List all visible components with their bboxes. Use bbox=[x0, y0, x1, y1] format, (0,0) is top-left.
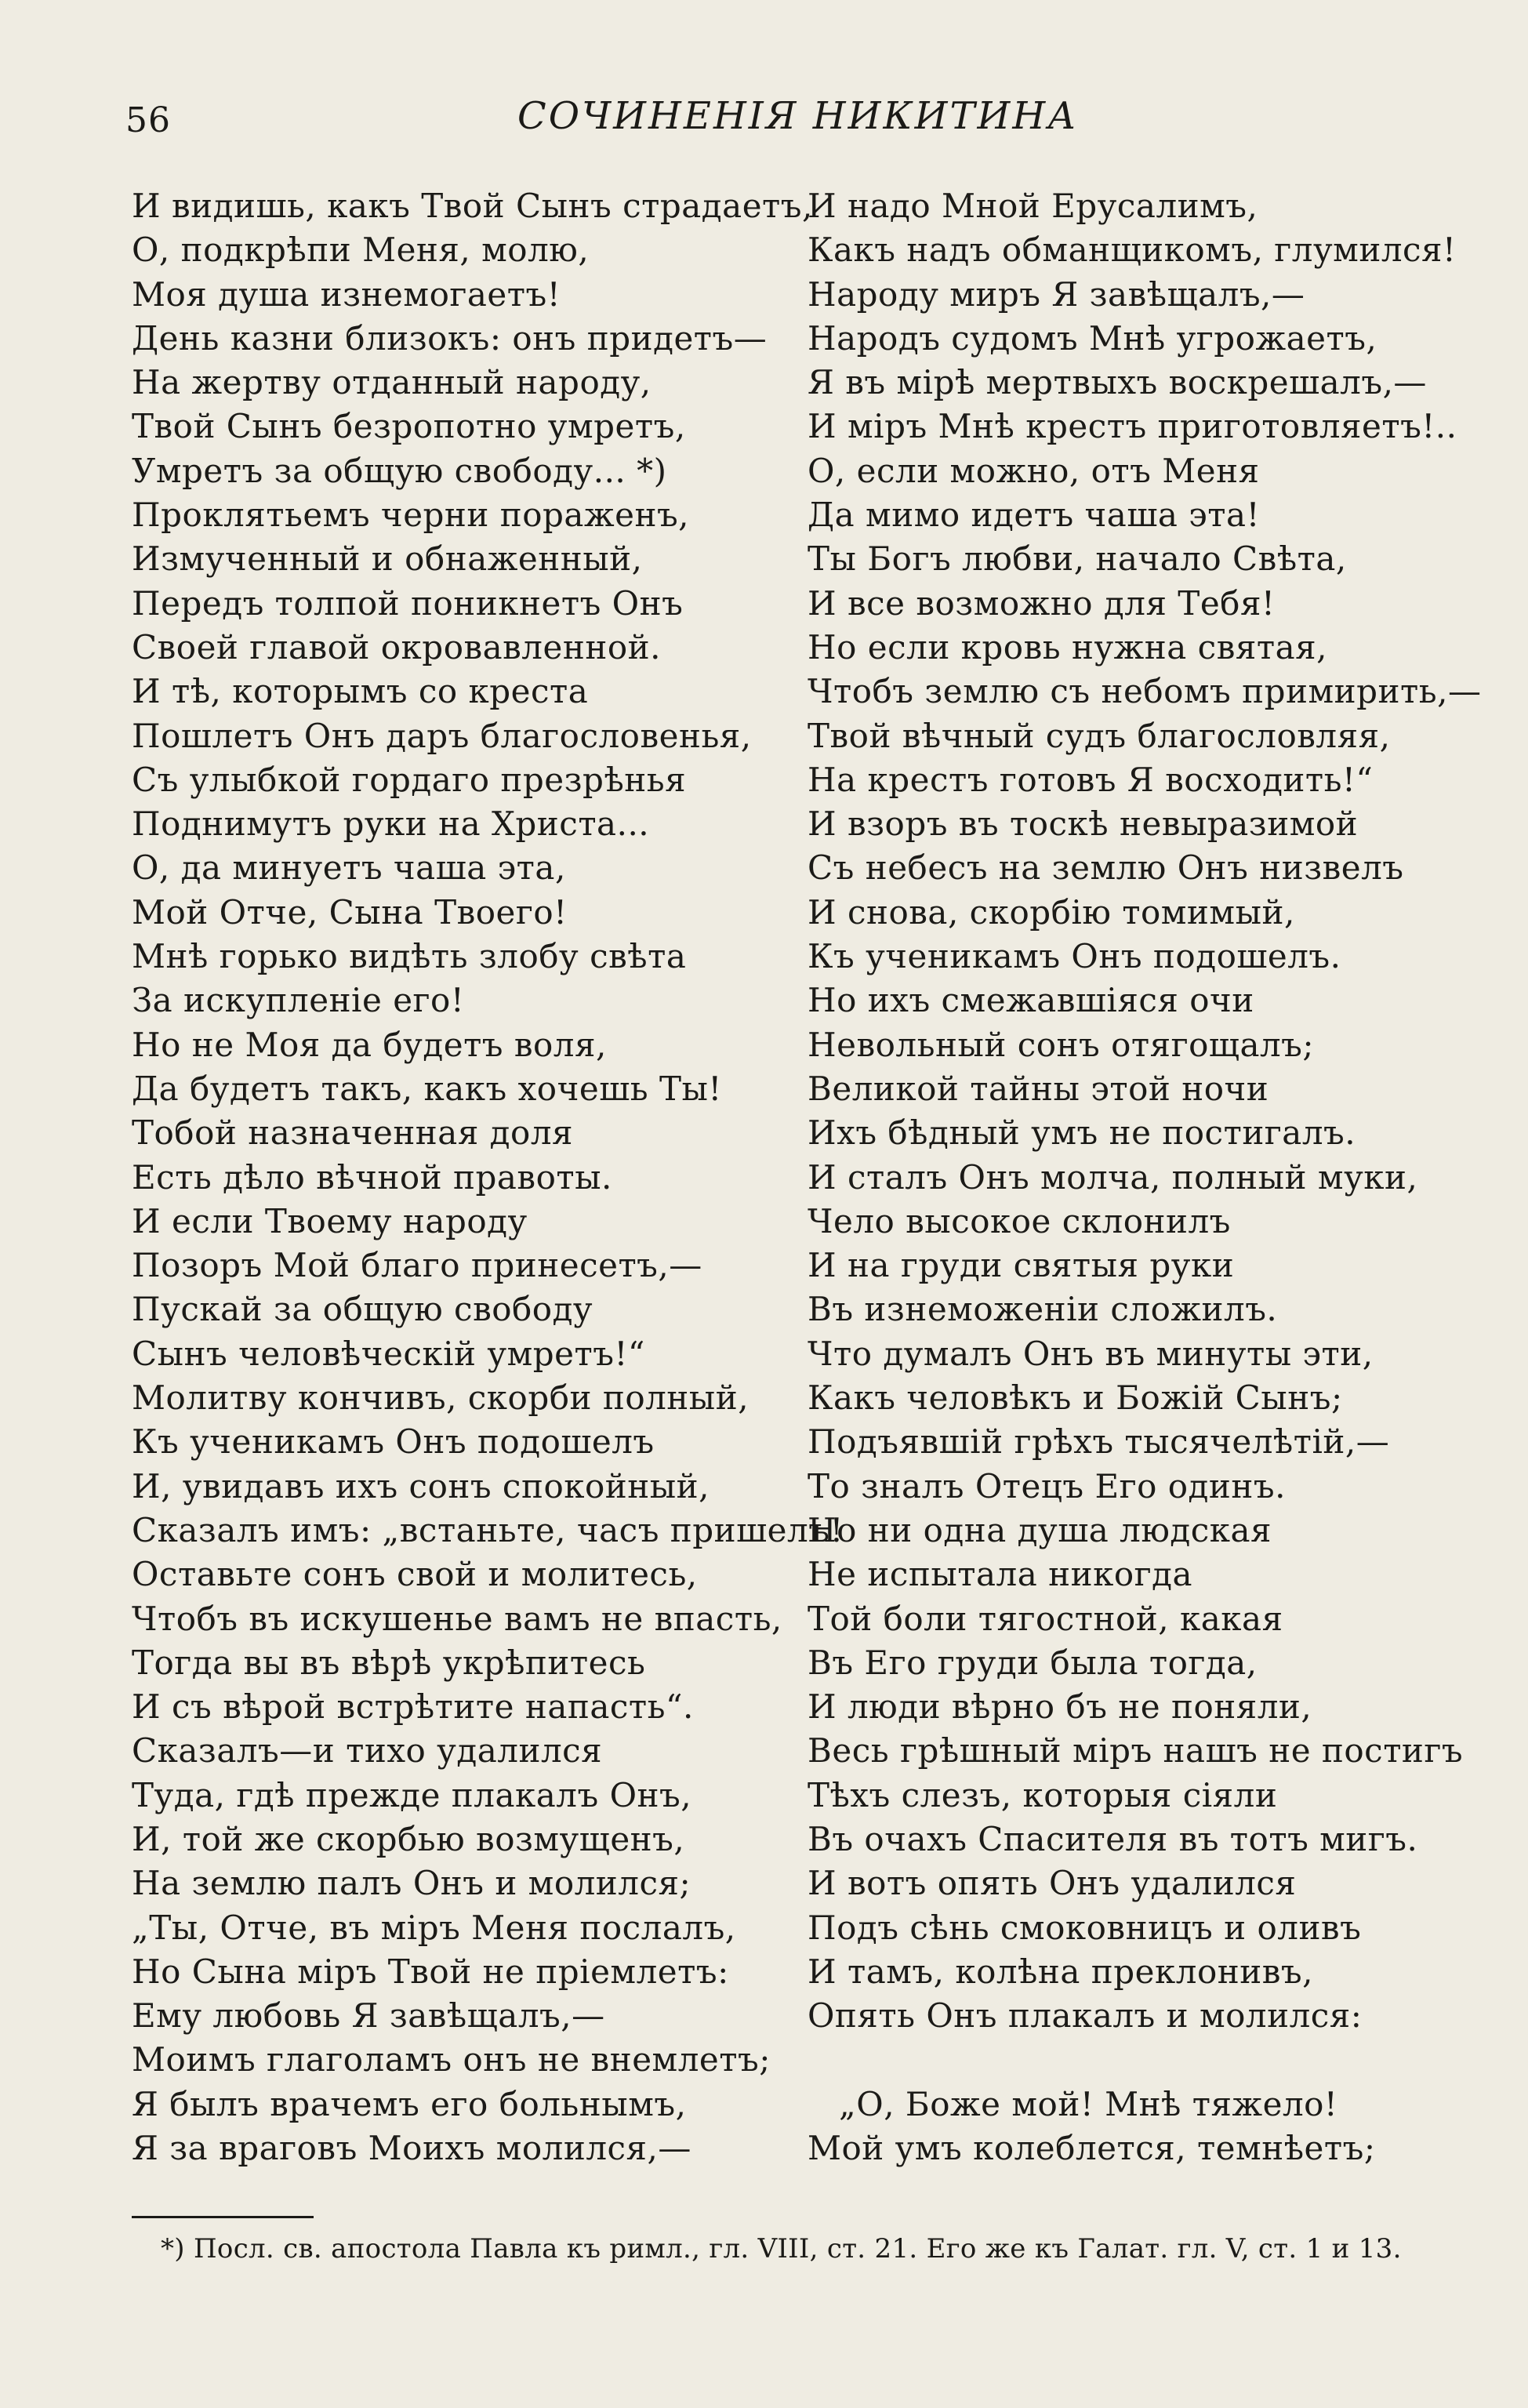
verse-line: Народу миръ Я завѣщалъ,— bbox=[808, 274, 1305, 314]
verse-line: Тѣхъ слезъ, которыя сіяли bbox=[808, 1775, 1278, 1814]
verse-line: Въ Его груди была тогда, bbox=[808, 1643, 1258, 1682]
verse-line: О, да минуетъ чаша эта, bbox=[132, 848, 566, 888]
verse-line: Умретъ за общую свободу... *) bbox=[132, 451, 667, 490]
verse-line: Тогда вы въ вѣрѣ укрѣпитесь bbox=[132, 1643, 646, 1682]
verse-line: Пускай за общую свободу bbox=[132, 1290, 593, 1329]
verse-line: Я въ мірѣ мертвыхъ воскрешалъ,— bbox=[808, 363, 1427, 402]
verse-line: День казни близокъ: онъ придетъ— bbox=[132, 318, 768, 358]
verse-line: Не испытала никогда bbox=[808, 1555, 1193, 1594]
verse-line: Чтобъ въ искушенье вамъ не впасть, bbox=[132, 1599, 782, 1638]
verse-line: Народъ судомъ Мнѣ угрожаетъ, bbox=[808, 318, 1377, 358]
verse-line: И все возможно для Тебя! bbox=[808, 583, 1276, 623]
verse-line: Той боли тягостной, какая bbox=[808, 1599, 1283, 1638]
verse-line: И, увидавъ ихъ сонъ спокойный, bbox=[132, 1466, 710, 1505]
verse-line: Молитву кончивъ, скорби полный, bbox=[132, 1378, 749, 1418]
verse-line: Въ изнеможеніи сложилъ. bbox=[808, 1290, 1278, 1329]
verse-line: Проклятьемъ черни пораженъ, bbox=[132, 496, 690, 535]
verse-line: Да будетъ такъ, какъ хочешь Ты! bbox=[132, 1069, 722, 1108]
verse-line: Но ни одна душа людская bbox=[808, 1510, 1272, 1549]
verse-line: Но если кровь нужна святая, bbox=[808, 627, 1327, 666]
verse-line: И міръ Мнѣ крестъ приготовляетъ!.. bbox=[808, 407, 1457, 446]
verse-line: Весь грѣшный міръ нашъ не постигъ bbox=[808, 1731, 1464, 1771]
verse-line: Ты Богъ любви, начало Свѣта, bbox=[808, 539, 1347, 579]
verse-line: Мой Отче, Сына Твоего! bbox=[132, 892, 568, 932]
verse-line: И люди вѣрно бъ не поняли, bbox=[808, 1687, 1312, 1727]
verse-line: Къ ученикамъ Онъ подошелъ bbox=[132, 1422, 655, 1462]
verse-line: За искупленіе его! bbox=[132, 981, 465, 1020]
verse-line: „Ты, Отче, въ міръ Меня послалъ, bbox=[132, 1908, 736, 1947]
stanza-break bbox=[808, 2038, 1497, 2082]
verse-line: Но Сына міръ Твой не пріемлетъ: bbox=[132, 1952, 729, 1991]
verse-line: Сказалъ—и тихо удалился bbox=[132, 1731, 603, 1771]
verse-line: Но ихъ смежавшіяся очи bbox=[808, 981, 1254, 1020]
verse-line: И тамъ, колѣна преклонивъ, bbox=[808, 1952, 1313, 1991]
verse-line: И съ вѣрой встрѣтите напасть“. bbox=[132, 1687, 694, 1727]
verse-line: Но не Моя да будетъ воля, bbox=[132, 1025, 607, 1064]
verse-line: Подъ сѣнь смоковницъ и оливъ bbox=[808, 1908, 1362, 1947]
verse-line: Туда, гдѣ прежде плакалъ Онъ, bbox=[132, 1775, 692, 1814]
footnote-rule bbox=[132, 2216, 314, 2218]
verse-line: Моя душа изнемогаетъ! bbox=[132, 274, 561, 314]
verse-line: Невольный сонъ отягощалъ; bbox=[808, 1025, 1315, 1064]
verse-line: Поднимутъ руки на Христа... bbox=[132, 804, 650, 844]
verse-line: Передъ толпой поникнетъ Онъ bbox=[132, 583, 684, 623]
verse-line: На землю палъ Онъ и молился; bbox=[132, 1864, 691, 1903]
verse-line: Моимъ глаголамъ онъ не внемлетъ; bbox=[132, 2040, 771, 2079]
verse-line: Я за враговъ Моихъ молился,— bbox=[132, 2129, 691, 2168]
verse-line: И вотъ опять Онъ удалился bbox=[808, 1864, 1297, 1903]
verse-line: Съ небесъ на землю Онъ низвелъ bbox=[808, 848, 1404, 888]
verse-line: Что думалъ Онъ въ минуты эти, bbox=[808, 1334, 1374, 1373]
verse-line: Позоръ Мой благо принесетъ,— bbox=[132, 1246, 702, 1285]
verse-line: И взоръ въ тоскѣ невыразимой bbox=[808, 804, 1359, 844]
verse-line: Тобой назначенная доля bbox=[132, 1113, 574, 1153]
verse-line: И надо Мной Ерусалимъ, bbox=[808, 187, 1258, 225]
running-head-title: СОЧИНЕНІЯ НИКИТИНА bbox=[517, 94, 1079, 138]
verse-line: И сталъ Онъ молча, полный муки, bbox=[808, 1157, 1418, 1197]
verse-line: И если Твоему народу bbox=[132, 1201, 528, 1240]
verse-line: Твой Сынъ безропотно умретъ, bbox=[132, 407, 686, 446]
verse-line: Да мимо идетъ чаша эта! bbox=[808, 496, 1260, 535]
verse-line: Оставьте сонъ свой и молитесь, bbox=[132, 1555, 698, 1594]
verse-line: Мнѣ горько видѣть злобу свѣта bbox=[132, 937, 687, 976]
footnote: *) Посл. св. апостола Павла къ римл., гл. VIII, ст. 21. Его же къ Галат. гл. V, ст. 1 и 13. bbox=[161, 2233, 1402, 2265]
verse-line: Своей главой окровавленной. bbox=[132, 627, 661, 666]
verse-line: И снова, скорбію томимый, bbox=[808, 892, 1295, 932]
verse-line: Въ очахъ Спасителя въ тотъ мигъ. bbox=[808, 1819, 1418, 1858]
verse-line: Чтобъ землю съ небомъ примирить,— bbox=[808, 672, 1482, 711]
verse-line: И, той же скорбью возмущенъ, bbox=[132, 1819, 685, 1858]
verse-line: Твой вѣчный судъ благословляя, bbox=[808, 716, 1391, 755]
verse-line: И видишь, какъ Твой Сынъ страдаетъ, bbox=[132, 187, 813, 225]
verse-line: Измученный и обнаженный, bbox=[132, 539, 643, 579]
verse-line: „О, Боже мой! Мнѣ тяжело! bbox=[839, 2084, 1338, 2123]
verse-line: Мой умъ колеблется, темнѣетъ; bbox=[808, 2129, 1376, 2168]
verse-line: То зналъ Отецъ Его одинъ. bbox=[808, 1466, 1286, 1505]
verse-line: На жертву отданный народу, bbox=[132, 363, 651, 402]
verse-line: На крестъ готовъ Я восходить!“ bbox=[808, 760, 1374, 799]
verse-line: Опять Онъ плакалъ и молился: bbox=[808, 1996, 1363, 2036]
page-number: 56 bbox=[125, 100, 171, 140]
verse-line: И тѣ, которымъ со креста bbox=[132, 672, 589, 711]
verse-line: О, подкрѣпи Меня, молю, bbox=[132, 231, 590, 270]
verse-line: Пошлетъ Онъ даръ благословенья, bbox=[132, 716, 752, 755]
verse-line: Подъявшій грѣхъ тысячелѣтій,— bbox=[808, 1422, 1390, 1462]
verse-line: Сынъ человѣческій умретъ!“ bbox=[132, 1334, 645, 1373]
verse-line: Ему любовь Я завѣщалъ,— bbox=[132, 1996, 605, 2036]
verse-line: Сказалъ имъ: „встаньте, часъ пришелъ! bbox=[132, 1510, 844, 1549]
verse-line: Есть дѣло вѣчной правоты. bbox=[132, 1157, 612, 1197]
verse-line: И на груди святыя руки bbox=[808, 1246, 1235, 1285]
verse-line: Какъ человѣкъ и Божій Сынъ; bbox=[808, 1378, 1343, 1418]
verse-line: Чело высокое склонилъ bbox=[808, 1201, 1231, 1240]
poem-column-right bbox=[808, 184, 1497, 2170]
verse-line: Великой тайны этой ночи bbox=[808, 1069, 1269, 1108]
verse-line: Какъ надъ обманщикомъ, глумился! bbox=[808, 231, 1457, 270]
verse-line: Ихъ бѣдный умъ не постигалъ. bbox=[808, 1113, 1356, 1153]
verse-line: Съ улыбкой гордаго презрѣнья bbox=[132, 760, 687, 799]
verse-line: Къ ученикамъ Онъ подошелъ. bbox=[808, 937, 1341, 976]
verse-line: Я былъ врачемъ его больнымъ, bbox=[132, 2084, 687, 2123]
poem-column-left bbox=[132, 184, 844, 2170]
verse-line: О, если можно, отъ Меня bbox=[808, 451, 1260, 490]
